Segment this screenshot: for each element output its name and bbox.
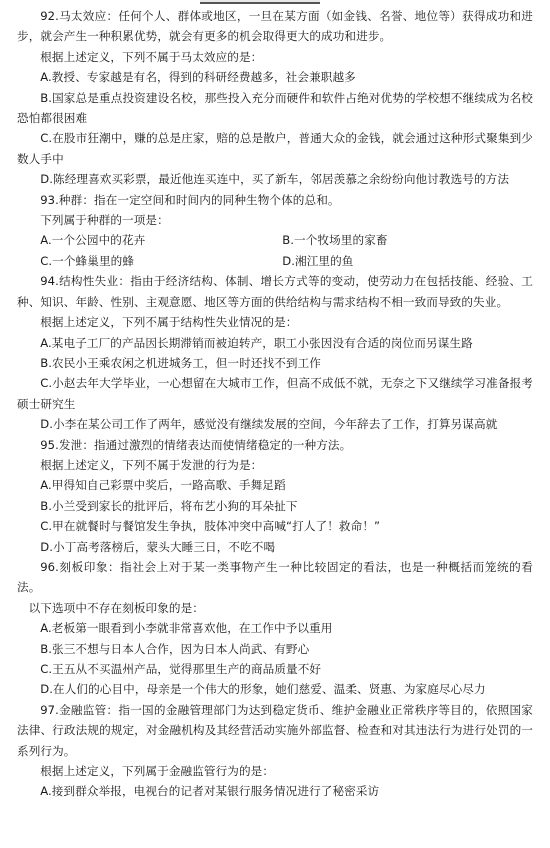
q93-options-row-1: [17, 230, 533, 250]
q95-option-b: B.小兰受到家长的批评后，将布艺小狗的耳朵扯下: [40, 498, 298, 513]
q94-option-c: C.小赵去年大学毕业，一心想留在大城市工作，但高不成低不就，无奈之下又继续学习准备报考硕士研究生: [17, 376, 533, 411]
q95-definition: 95.发泄：指通过激烈的情绪表达而使情绪稳定的一种方法。: [40, 437, 352, 452]
q93-option-d: D.湘江里的鱼: [282, 253, 354, 268]
q93-option-a: A.一个公园中的花卉: [40, 233, 146, 248]
q95-option-c: C.甲在就餐时与餐馆发生争执，肢体冲突中高喊“打人了！救命！”: [40, 519, 381, 534]
q93-option-c: C.一个蜂巢里的蜂: [40, 253, 135, 268]
q96-option-a: A.老板第一眼看到小李就非常喜欢他，在工作中予以重用: [40, 621, 333, 636]
q94-option-d: D.小李在某公司工作了两年，感觉没有继续发展的空间，今年辞去了工作，打算另谋高就: [40, 417, 498, 432]
q96-question: 以下选项中不存在刻板印象的是：: [28, 600, 205, 615]
q92-option-b: B.国家总是重点投资建设名校，那些投入充分而硬件和软件占绝对优势的学校想不继续成为名校恐怕都很困难: [17, 90, 533, 126]
q95-option-a: A.甲得知自己彩票中奖后，一路高歌、手舞足蹈: [40, 478, 286, 493]
q96-option-c: C.王五从不买温州产品，觉得那里生产的商品质量不好: [40, 662, 322, 676]
q92-option-c: C.在股市狂潮中，赚的总是庄家，赔的总是散户，普通大众的金钱，就会通过这种形式聚集到少数人手中: [17, 131, 533, 166]
q94-option-a: A.某电子工厂的产品因长期滞销而被迫转产，职工小张因没有合适的岗位而另谋生路: [40, 335, 473, 350]
q92-option-a: A.教授、专家越是有名，得到的科研经费越多，社会兼职越多: [40, 70, 356, 85]
q96-option-b: B.张三不想与日本人合作，因为日本人尚武、有野心: [40, 641, 310, 656]
q97-question: 根据上述定义，下列属于金融监管行为的是：: [40, 764, 275, 779]
q93-question: 下列属于种群的一项是：: [40, 213, 169, 228]
q95-option-d: D.小丁高考落榜后，蒙头大睡三日，不吃不喝: [40, 539, 276, 554]
q96-option-d: D.在人们的心目中，母亲是一个伟大的形象，她们慈爱、温柔、贤惠、为家庭尽心尽力: [40, 682, 486, 697]
q97-option-a: A.接到群众举报，电视台的记者对某银行服务情况进行了秘密采访: [40, 784, 380, 799]
q94-definition: 94.结构性失业：指由于经济结构、体制、增长方式等的变动，使劳动力在包括技能、经验、工种、知识、年龄、性别、主观意愿、地区等方面的供给结构与需求结构不相一致而导致的失业。: [17, 274, 533, 309]
exam-page: [17, 6, 533, 802]
q92-definition: 92.马太效应：任何个人、群体或地区，一旦在某方面（如金钱、名誉、地位等）获得成功和进步，就会产生一种积累优势，就会有更多的机会取得更大的成功和进步。: [17, 9, 533, 44]
q93-option-b: B.一个牧场里的家畜: [282, 233, 388, 248]
q94-option-b: B.农民小王乘农闲之机进城务工，但一时还找不到工作: [40, 355, 321, 370]
q95-question: 根据上述定义，下列不属于发泄的行为是：: [40, 457, 263, 472]
q92-question: 根据上述定义，下列不属于马太效应的是：: [40, 49, 263, 64]
q97-definition: 97.金融监管：指一国的金融管理部门为达到稳定货币、维护金融业正常秩序等目的，依照国家法律、行政法规的规定，对金融机构及其经营活动实施外部监督、检查和对其违法行为进行处罚的一系列行为。: [17, 702, 533, 758]
q96-definition: 96.刻板印象：指社会上对于某一类事物产生一种比较固定的看法，也是一种概括而笼统的看法。: [17, 559, 533, 595]
q94-question: 根据上述定义，下列不属于结构性失业情况的是：: [40, 315, 298, 330]
q93-definition: 93.种群：指在一定空间和时间内的同种生物个体的总和。: [40, 192, 340, 207]
q93-options-row-2: [17, 251, 533, 271]
q92-option-d: D.陈经理喜欢买彩票，最近他连买连中，买了新车，邻居羡慕之余纷纷向他讨教选号的方法: [40, 172, 510, 187]
page-header-strip: [200, 0, 320, 4]
